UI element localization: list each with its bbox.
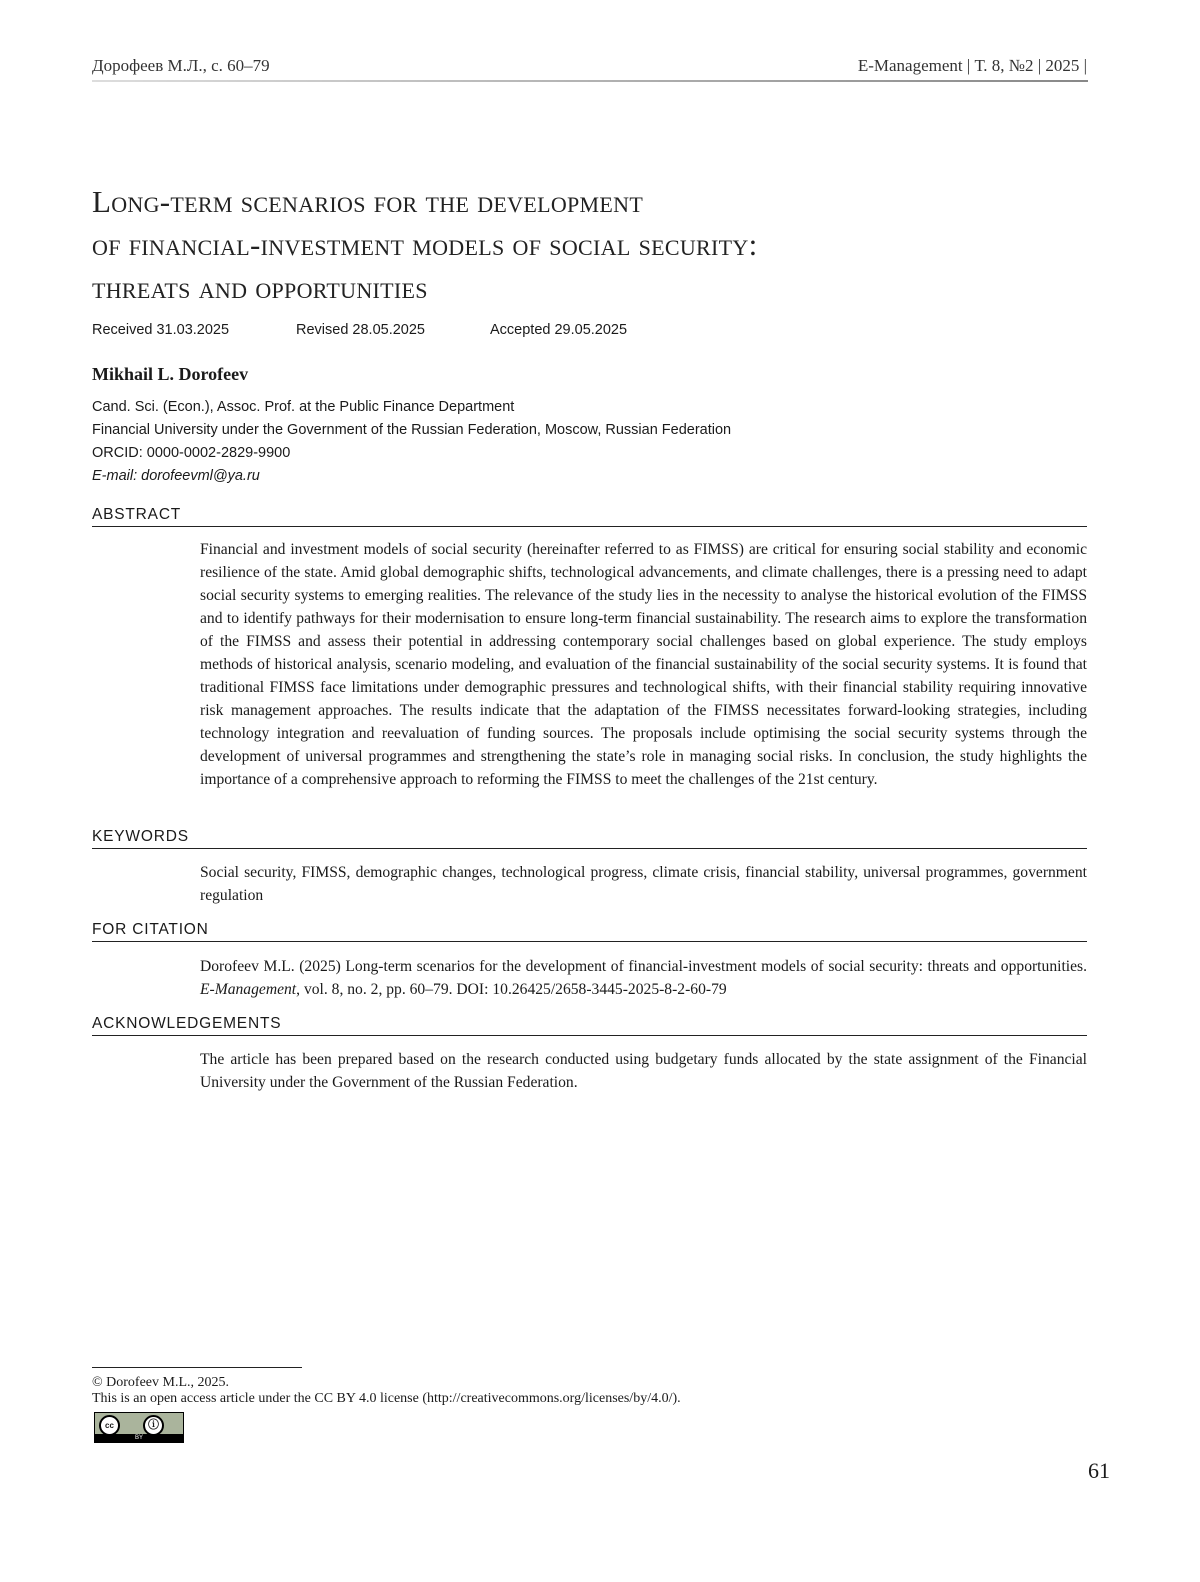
citation-part: , vol. 8, no. 2, pp. 60–79. DOI: 10.26425/2658-3445-2025-8-2-60-79: [296, 981, 727, 998]
running-header-right: E-Management | Т. 8, №2 | 2025 |: [858, 56, 1087, 76]
author-name: Mikhail L. Dorofeev: [92, 364, 248, 385]
email-link[interactable]: dorofeevml@ya.ru: [141, 468, 260, 484]
title-line: of financial-investment models of social security:: [92, 223, 992, 266]
cc-icon: cc: [99, 1415, 120, 1436]
abstract-text: Financial and investment models of social security (hereinafter referred to as FIMSS) are critical for ensuring social stability and economic resilience of the state. Amid global demographic shifts, technological advancements, and climate challenges, there is a pressing need to adapt social security systems to emerging realities. The relevance of the study lies in the necessity to analyse the historical evolution of the FIMSS and to identify pathways for their modernisation to ensure long-term financial sustainability. The research aims to explore the transformation of the FIMSS and assess their potential in addressing contemporary social challenges based on global experience. The study employs methods of historical analysis, scenario modeling, and evaluation of the financial sustainability of the social security systems. It is found that traditional FIMSS face limitations under demographic pressures and technological shifts, with their financial stability requiring innovative risk management approaches. The results indicate that the adaptation of the FIMSS necessitates forward-looking strategies, including technology integration and reevaluation of funding sources. The proposals include optimising the social security systems through the development of universal programmes and strengthening the state’s role in managing social risks. In conclusion, the study highlights the importance of a comprehensive approach to reforming the FIMSS to meet the challenges of the 21st century.: [200, 538, 1087, 791]
copyright-notice: © Dorofeev M.L., 2025.: [92, 1375, 229, 1391]
article-title: [92, 180, 992, 309]
cc-by-license-badge[interactable]: [94, 1412, 184, 1443]
keywords-text: Social security, FIMSS, demographic changes, technological progress, climate crisis, financial stability, universal programmes, government regulation: [200, 861, 1087, 907]
running-header-left: Дорофеев М.Л., с. 60–79: [92, 56, 270, 76]
license-notice: This is an open access article under the CC BY 4.0 license (http://creativecommons.org/licenses/by/4.0/).: [92, 1391, 681, 1407]
footnote-rule: [92, 1367, 302, 1368]
abstract-heading: ABSTRACT: [92, 506, 1087, 527]
title-line: threats and opportunities: [92, 266, 992, 309]
acknowledgements-text: The article has been prepared based on the research conducted using budgetary funds allocated by the state assignment of the Financial University under the Government of the Russian Federation.: [200, 1048, 1087, 1094]
title-line: Long-term scenarios for the development: [92, 180, 992, 223]
keywords-heading: KEYWORDS: [92, 828, 1087, 849]
author-orcid: ORCID: 0000-0002-2829-9900: [92, 442, 731, 465]
citation-part: Dorofeev M.L. (2025) Long-term scenarios for the development of financial-investment models of social security: threats and opportunities.: [200, 958, 1087, 975]
accepted-date: Accepted 29.05.2025: [490, 322, 627, 338]
page-number: 61: [1088, 1458, 1110, 1484]
header-rule: [92, 80, 1088, 82]
citation-journal: E-Management: [200, 981, 296, 998]
citation-heading: FOR CITATION: [92, 921, 1087, 942]
revised-date: Revised 28.05.2025: [296, 322, 425, 338]
author-email-line: [92, 465, 731, 488]
received-date: Received 31.03.2025: [92, 322, 229, 338]
author-institution: Financial University under the Government of the Russian Federation, Moscow, Russian Federation: [92, 419, 731, 442]
acknowledgements-heading: ACKNOWLEDGEMENTS: [92, 1015, 1087, 1036]
email-label: E-mail:: [92, 468, 137, 484]
by-label: BY: [95, 1434, 183, 1442]
author-affiliation: [92, 396, 731, 488]
author-position: Cand. Sci. (Econ.), Assoc. Prof. at the Public Finance Department: [92, 396, 731, 419]
citation-text: [200, 955, 1087, 1001]
attribution-person-icon: ⓘ: [143, 1415, 164, 1436]
